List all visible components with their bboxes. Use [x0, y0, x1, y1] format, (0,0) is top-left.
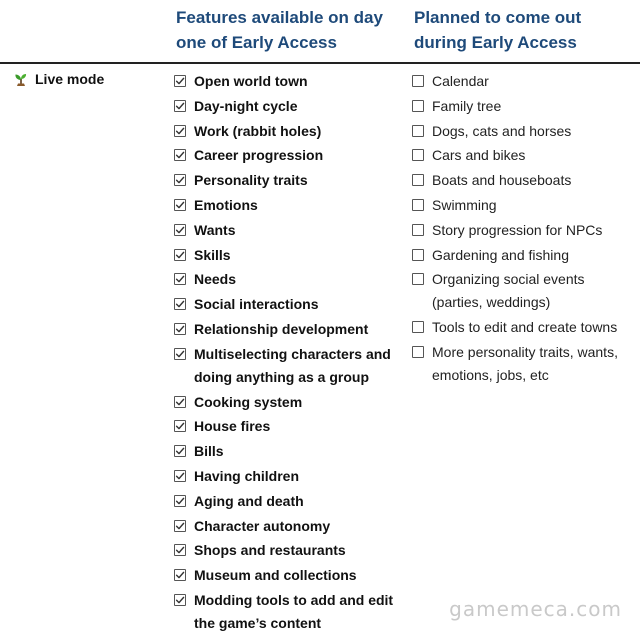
- checked-checkbox-icon[interactable]: [174, 348, 186, 360]
- unchecked-checkbox-icon[interactable]: [412, 346, 424, 358]
- day-one-item: [174, 244, 394, 267]
- day-one-item-label: Personality traits: [194, 172, 308, 189]
- day-one-item: [174, 564, 394, 587]
- planned-item-label: More personality traits, wants, emotions, jobs, etc: [432, 343, 618, 383]
- day-one-item: [174, 539, 394, 562]
- planned-item-label: Calendar: [432, 73, 489, 89]
- unchecked-checkbox-icon[interactable]: [412, 249, 424, 261]
- checked-checkbox-icon[interactable]: [174, 75, 186, 87]
- day-one-item-label: Needs: [194, 271, 237, 288]
- day-one-item-label: Aging and death: [194, 492, 304, 509]
- unchecked-checkbox-icon[interactable]: [412, 199, 424, 211]
- checked-checkbox-icon[interactable]: [174, 323, 186, 335]
- day-one-item: [174, 70, 394, 93]
- planned-item: [412, 120, 634, 143]
- day-one-item: [174, 95, 394, 118]
- unchecked-checkbox-icon[interactable]: [412, 100, 424, 112]
- unchecked-checkbox-icon[interactable]: [412, 321, 424, 333]
- planned-item: [412, 268, 634, 314]
- planned-item: [412, 169, 634, 192]
- planned-item: [412, 244, 634, 267]
- day-one-item-label: Cooking system: [194, 393, 303, 410]
- mode-label: Live mode: [35, 71, 105, 87]
- day-one-item-label: Day-night cycle: [194, 97, 298, 114]
- planned-feature-list: [412, 70, 634, 389]
- day-one-item-label: Modding tools to add and edit the game’s content: [194, 591, 394, 631]
- day-one-item: [174, 490, 394, 513]
- day-one-item: [174, 293, 394, 316]
- planned-item: [412, 316, 634, 339]
- planned-item-label: Cars and bikes: [432, 147, 526, 164]
- day-one-feature-list: [174, 70, 394, 637]
- day-one-item: [174, 415, 394, 438]
- checked-checkbox-icon[interactable]: [174, 298, 186, 310]
- unchecked-checkbox-icon[interactable]: [412, 224, 424, 236]
- checked-checkbox-icon[interactable]: [174, 569, 186, 581]
- day-one-item-label: Skills: [194, 246, 231, 263]
- day-one-item-label: Work (rabbit holes): [194, 122, 322, 139]
- header-day-one: Features available on day one of Early Access: [176, 8, 383, 52]
- day-one-item-label: Museum and collections: [194, 567, 357, 584]
- day-one-item-label: Character autonomy: [194, 517, 331, 534]
- day-one-item-label: Open world town: [194, 73, 308, 89]
- unchecked-checkbox-icon[interactable]: [412, 149, 424, 161]
- checked-checkbox-icon[interactable]: [174, 594, 186, 606]
- day-one-item: [174, 589, 394, 635]
- checked-checkbox-icon[interactable]: [174, 273, 186, 285]
- header-planned: Planned to come out during Early Access: [414, 8, 582, 52]
- planned-item: [412, 341, 634, 387]
- day-one-item-label: Bills: [194, 443, 224, 460]
- planned-item: [412, 70, 634, 93]
- mode-label-row: [13, 71, 104, 87]
- day-one-item: [174, 219, 394, 242]
- planned-item: [412, 219, 634, 242]
- day-one-item-label: Social interactions: [194, 296, 319, 313]
- day-one-item: [174, 515, 394, 538]
- checked-checkbox-icon[interactable]: [174, 495, 186, 507]
- planned-item: [412, 144, 634, 167]
- checked-checkbox-icon[interactable]: [174, 420, 186, 432]
- planned-item-label: Tools to edit and create towns: [432, 319, 618, 336]
- checked-checkbox-icon[interactable]: [174, 199, 186, 211]
- day-one-item: [174, 465, 394, 488]
- unchecked-checkbox-icon[interactable]: [412, 125, 424, 137]
- header-divider: [0, 62, 640, 64]
- day-one-item: [174, 391, 394, 414]
- planned-item: [412, 194, 634, 217]
- planned-item-label: Boats and houseboats: [432, 172, 572, 189]
- planned-item-label: Family tree: [432, 97, 502, 114]
- day-one-item-label: Wants: [194, 221, 236, 238]
- checked-checkbox-icon[interactable]: [174, 470, 186, 482]
- day-one-item: [174, 440, 394, 463]
- planned-item-label: Swimming: [432, 196, 497, 213]
- checked-checkbox-icon[interactable]: [174, 445, 186, 457]
- day-one-item: [174, 318, 394, 341]
- planned-item: [412, 95, 634, 118]
- checked-checkbox-icon[interactable]: [174, 544, 186, 556]
- day-one-item: [174, 194, 394, 217]
- checked-checkbox-icon[interactable]: [174, 100, 186, 112]
- checked-checkbox-icon[interactable]: [174, 396, 186, 408]
- checked-checkbox-icon[interactable]: [174, 224, 186, 236]
- planned-item-label: Gardening and fishing: [432, 246, 569, 263]
- day-one-item-label: Having children: [194, 467, 300, 484]
- watermark: gamemeca.com: [449, 597, 622, 621]
- day-one-item: [174, 144, 394, 167]
- day-one-item-label: Shops and restaurants: [194, 542, 346, 559]
- checked-checkbox-icon[interactable]: [174, 149, 186, 161]
- day-one-item: [174, 120, 394, 143]
- planned-item-label: Dogs, cats and horses: [432, 122, 572, 139]
- checked-checkbox-icon[interactable]: [174, 249, 186, 261]
- day-one-item-label: House fires: [194, 418, 271, 435]
- sprout-icon: [13, 71, 29, 87]
- unchecked-checkbox-icon[interactable]: [412, 75, 424, 87]
- checked-checkbox-icon[interactable]: [174, 125, 186, 137]
- unchecked-checkbox-icon[interactable]: [412, 174, 424, 186]
- day-one-item-label: Relationship development: [194, 320, 369, 337]
- planned-item-label: Organizing social events (parties, weddings): [432, 271, 585, 311]
- planned-item-label: Story progression for NPCs: [432, 221, 603, 238]
- day-one-item: [174, 343, 394, 389]
- day-one-item: [174, 169, 394, 192]
- day-one-item-label: Multiselecting characters and doing anything as a group: [194, 345, 391, 385]
- day-one-item: [174, 268, 394, 291]
- checked-checkbox-icon[interactable]: [174, 520, 186, 532]
- day-one-item-label: Emotions: [194, 196, 258, 213]
- unchecked-checkbox-icon[interactable]: [412, 273, 424, 285]
- day-one-item-label: Career progression: [194, 147, 324, 164]
- checked-checkbox-icon[interactable]: [174, 174, 186, 186]
